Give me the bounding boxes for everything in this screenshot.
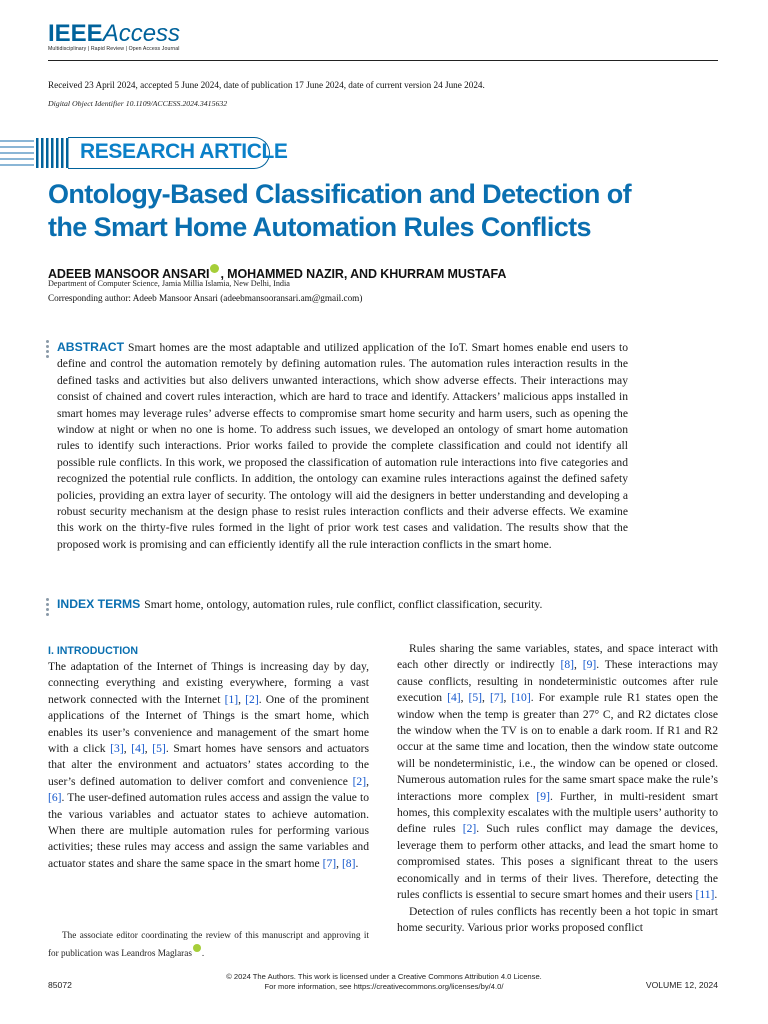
license-line-1: © 2024 The Authors. This work is licensed under a Creative Commons Attribution 4.0 License.	[226, 972, 542, 981]
citation-link[interactable]: [4]	[131, 742, 145, 756]
page-number: 85072	[48, 980, 72, 990]
citation-link[interactable]: [8]	[341, 856, 356, 870]
citation-link[interactable]: [9]	[582, 658, 597, 672]
editor-footnote	[48, 927, 369, 962]
header-rule	[48, 60, 718, 61]
abstract-dots-icon	[46, 340, 50, 360]
section-heading-introduction: I. INTRODUCTION	[48, 645, 139, 657]
citation-link[interactable]: [5]	[152, 742, 166, 756]
citation-link[interactable]: [9]	[536, 789, 550, 803]
intro-paragraph-2: Rules sharing the same variables, states, and space interact with each other directly or indirectly [8], [9]. These interactions may cause conflicts, resulting in nondeterministic outcomes after rule execution [4], [5], [7], [10]. For example rule R1 states open the window when the temp is greater than 27° C, and R2 dictates close the window when the TV is on to enable a dark room. If R1 and R2 occur at the same time and location, then the window state outcome will be nondeterministic, i.e., the window can be opened or closed. Numerous automation rules for the same smart space make the rule’s interactions more complex [9]. Further, in multi-resident smart homes, this complexity escalates with the multiple users’ authority to define rules [2]. Such rules conflict may damage the devices, leverage them to perform other attacks, and lead the smart home to compromised states. This poses a significant threat to the users economically and in terms of their lives. Therefore, detecting the rules conflicts is essential to secure smart homes and their users [11].	[397, 642, 719, 902]
affiliation: Department of Computer Science, Jamia Millia Islamia, New Delhi, India	[48, 279, 290, 288]
index-terms-dots-icon	[46, 598, 50, 618]
abstract	[57, 339, 628, 553]
intro-paragraph-3: Detection of rules conflicts has recently been a hot topic in smart home security. Various prior works proposed conflict	[397, 904, 718, 934]
license-line-2[interactable]: For more information, see https://creativecommons.org/licenses/by/4.0/	[264, 981, 504, 991]
citation-link[interactable]: [10]	[511, 691, 531, 705]
footnote-text: The associate editor coordinating the review of this manuscript and approving it for publication was Leandros Maglaras	[48, 930, 369, 958]
index-terms	[57, 597, 677, 611]
journal-tagline: Multidisciplinary | Rapid Review | Open Access Journal	[48, 46, 180, 52]
abstract-label: ABSTRACT	[57, 340, 125, 354]
article-type: RESEARCH ARTICLE	[80, 140, 288, 163]
title-line-2: the Smart Home Automation Rules Conflicts	[48, 212, 591, 242]
logo-brand-italic: Access	[102, 20, 181, 47]
citation-link[interactable]: [11]	[695, 888, 715, 902]
citation-link[interactable]: [5]	[468, 691, 483, 705]
title-line-1: Ontology-Based Classification and Detection of	[48, 179, 631, 209]
first-author: ADEEB MANSOOR ANSARI	[48, 267, 210, 281]
paper-title	[48, 178, 688, 244]
left-column	[48, 659, 369, 872]
banner-stripes-icon	[0, 136, 70, 170]
index-terms-label: INDEX TERMS	[57, 597, 141, 611]
corresponding-author: Corresponding author: Adeeb Mansoor Ansari (adeebmansooransari.am@gmail.com)	[48, 293, 363, 303]
citation-link[interactable]: [8]	[560, 658, 575, 672]
abstract-text: Smart homes are the most adaptable and utilized application of the IoT. Smart homes enable end users to define and control the automation remotely by defining automation rules. The automation rules interaction results in the defined tasks and activities but also delivers unwanted interactions, which show adverse effects. Their interactions may consist of chained and covert rules interaction, which are hard to trace and identify. Attackers’ malicious apps installed in smart homes may leverage rules’ adverse effects to compromise smart home security and harm users, such as opening the window at night or when no one is home. To address such issues, we developed an ontology of smart home automation rules to identify such interactions. Prior works failed to provide the complete classification and could not identify all possible rule conflicts. In this work, we proposed the classification of automation rule interactions into five categories and recognized the potential rule conflicts. In addition, the ontology can examine rules interactions against the defined safety policies, providing an extra layer of security. The ontology will aid the designers in better understanding and developing a robust security mechanism at the design phase to resist rules interaction conflicts and their adverse effects. We examine this work on the thirty-five rules formed in the light of prior work test cases and validation. The results show that the proposed work is promising and can efficiently identify all the rule interaction conflicts in the smart home.	[57, 341, 628, 551]
citation-link[interactable]: [7]	[489, 691, 504, 705]
citation-link[interactable]: [2]	[352, 774, 367, 788]
journal-logo	[48, 20, 180, 48]
citation-link[interactable]: [3]	[110, 742, 124, 756]
orcid-icon[interactable]	[210, 264, 219, 273]
other-authors: , MOHAMMED NAZIR, AND KHURRAM MUSTAFA	[220, 267, 507, 281]
license-notice	[200, 972, 568, 991]
index-terms-text: Smart home, ontology, automation rules, rule conflict, conflict classification, security.	[144, 598, 543, 611]
intro-paragraph-1: The adaptation of the Internet of Things is increasing day by day, connecting everything and existing everywhere, forming a vast network connected with the Internet [1], [2]. One of the prominent applications of the Internet of Things is the smart home, which enables its user’s convenience and management of the smart home with a click [3], [4], [5]. Smart homes have sensors and actuators that alter the environment and actuators’ states according to the user’s defined automation to deliver comfort and convenience [2], [6]. The user-defined automation rules access and assign the value to the various variables and actuator states to achieve automation. When there are multiple automation rules for performing various activities; these rules may access and assign the same variables and actuator states and share the same space in the smart home [7], [8].	[48, 660, 370, 870]
citation-link[interactable]: [7]	[322, 856, 337, 870]
citation-link[interactable]: [2]	[245, 692, 259, 706]
footnote-end: .	[201, 948, 205, 958]
citation-link[interactable]: [2]	[462, 822, 477, 836]
citation-link[interactable]: [4]	[447, 691, 461, 705]
citation-link[interactable]: [1]	[224, 692, 239, 706]
logo-brand-bold: IEEE	[48, 20, 103, 47]
doi-line: Digital Object Identifier 10.1109/ACCESS.2024.3415632	[48, 99, 228, 108]
received-dates: Received 23 April 2024, accepted 5 June 2024, date of publication 17 June 2024, date of current version 24 June 2024.	[48, 80, 485, 90]
right-column	[397, 641, 718, 936]
citation-link[interactable]: [6]	[48, 791, 62, 805]
editor-orcid-icon[interactable]	[193, 944, 201, 952]
volume-label: VOLUME 12, 2024	[645, 980, 718, 990]
